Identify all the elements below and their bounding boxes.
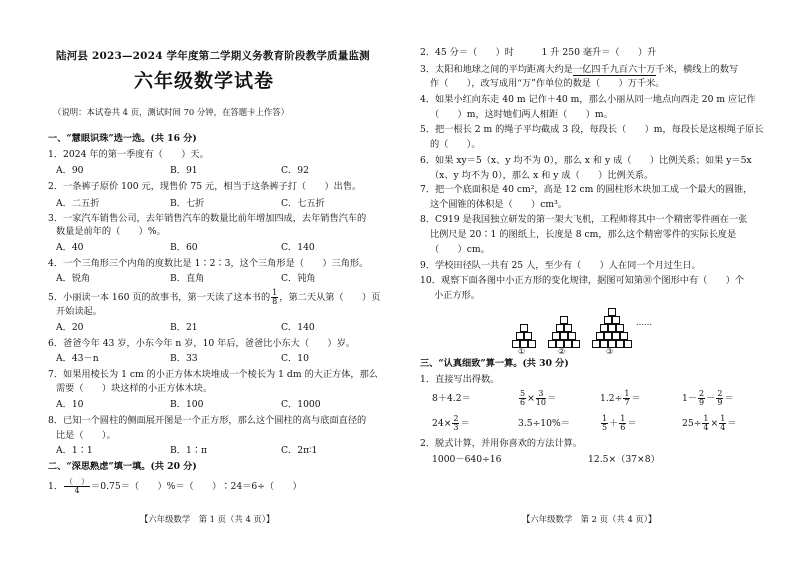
square [568, 332, 576, 340]
s1-q7-option-b: B．100 [170, 399, 204, 410]
section3-title: 三、“认真细致”算一算。(共 30 分) [420, 358, 569, 369]
calc-r2-c2: 3.5÷10%＝ [518, 418, 570, 429]
figure-label-2: ② [558, 347, 566, 356]
s1-q6-option-b: B．33 [170, 353, 198, 364]
calc-r1-c3 [600, 390, 641, 407]
s3-sub1: 1．直接写出得数。 [420, 374, 500, 385]
s1-q8-option-b: B．1∶π [170, 445, 208, 456]
s1-q5-stem [48, 289, 380, 306]
square [616, 324, 624, 332]
s2-q7-line1: 7．把一个底面积是 40 cm²，高是 12 cm 的圆柱形木块加工成一个最大的圆锥， [420, 184, 753, 195]
section2-title: 二、“深思熟虑”填一填。(共 20 分) [48, 461, 197, 472]
s1-q3-stem: 3．一家汽车销售公司，去年销售汽车的数量比前年增加四成，去年销售汽车的 [48, 213, 367, 224]
s2-q4-line1: 4．如果小红向东走 40 m 记作＋40 m，那么小丽从同一地点向西走 20 m 应记作 [420, 94, 756, 105]
square [528, 340, 536, 348]
s3-sub2: 2．脱式计算，并用你喜欢的方法计算。 [420, 438, 583, 449]
s2-q1-frac-den: 4 [74, 486, 80, 495]
calc-expression-1: 1000－640÷16 [432, 454, 502, 465]
s2-q1-prefix: 1． [48, 481, 64, 492]
s1-q5-stem-a: 5．小丽读一本 160 页的故事书，第一天读了这本书的 [48, 292, 271, 303]
s1-q6-stem: 6．爸爸今年 43 岁，小东今年 n 岁，10 年后，爸爸比小东大（ ）岁。 [48, 338, 355, 349]
s2-q5-line1: 5．把一根长 2 m 的绳子平均截成 3 段，每段长（ ）m，每段长是这根绳子原长 [420, 124, 764, 135]
s1-q1-option-a: A．90 [56, 165, 84, 176]
calc-r1-c4 [682, 390, 734, 407]
s1-q5-option-a: A．20 [56, 322, 84, 333]
square [572, 340, 580, 348]
square [624, 340, 632, 348]
s1-q1-stem: 1．2024 年的第一季度有（ ）天。 [48, 149, 209, 160]
frac-num: 1 [602, 414, 608, 423]
square-pattern-figure [512, 310, 652, 358]
footer-page-1: 【六年级数学 第 1 页（共 4 页）】 [140, 514, 275, 524]
eq: ＝ [546, 393, 557, 404]
frac-num: 5 [520, 389, 526, 398]
frac-num: 1 [620, 414, 626, 423]
frac-den: 7 [624, 398, 630, 407]
frac-den: 10 [535, 398, 546, 407]
figure-ellipsis: …… [636, 318, 652, 327]
s2-q8-line1: 8．C919 是我国独立研发的第一架大飞机，工程师将其中一个精密零件画在一张 [420, 214, 748, 225]
s1-q3-option-c: C．140 [281, 242, 315, 253]
s2-q1-rest: ＝0.75＝（ ）%＝（ ）∶24＝6÷（ ） [91, 481, 302, 492]
square [564, 324, 572, 332]
square [604, 332, 612, 340]
square [608, 308, 616, 316]
s1-q5-option-b: B．21 [170, 322, 198, 333]
s2-q3-line2: 作（ ），改写成用“万”作单位的数是（ ）万千米。 [430, 78, 665, 89]
s1-q2-option-c: C．七五折 [281, 198, 325, 209]
frac-den: 9 [717, 398, 723, 407]
s2-q6-line2: （x、y 均不为 0），那么 x 和 y 成（ ）比例关系。 [430, 170, 654, 181]
frac-den: 3 [453, 423, 459, 432]
frac-num: 1 [624, 389, 630, 398]
s1-q4-option-c: C．钝角 [281, 273, 316, 284]
calc-r2-c4 [682, 415, 736, 432]
frac-num: 2 [699, 389, 705, 398]
calc-r1-c1: 8＋4.2＝ [432, 393, 471, 404]
s2-q2: 2．45 分＝（ ）时 1 升 250 毫升＝（ ）升 [420, 47, 657, 58]
square [616, 340, 624, 348]
s1-q2-stem: 2．一条裤子原价 100 元，现售价 75 元，相当于这条裤子打（ ）出售。 [48, 181, 362, 192]
s1-q3-option-a: A．40 [56, 242, 84, 253]
s1-q3-option-b: B．60 [170, 242, 198, 253]
s1-q1-option-b: B．91 [170, 165, 198, 176]
s1-q5-option-c: C．140 [281, 322, 315, 333]
square [612, 316, 620, 324]
calc-expression-2: 12.5×（37×8） [588, 454, 660, 465]
calc-r2-c1 [432, 415, 470, 432]
square [612, 332, 620, 340]
s1-q4-option-b: B．直角 [170, 273, 205, 284]
s1-q5-frac-den: 8 [272, 297, 278, 306]
s2-q8-line2: 比例尺是 20∶1 的图纸上，长度是 8 cm，那么这个精密零件的实际长度是 [430, 229, 737, 240]
s2-q1 [48, 478, 302, 495]
s2-q4-line2: （ ）m，这时她们两人相距（ ）m。 [430, 109, 613, 120]
s2-q10-line2: 小正方形。 [434, 290, 480, 301]
s2-q8-line3: （ ）cm。 [430, 244, 490, 255]
op: ＋ [609, 418, 619, 429]
s1-q4-stem: 4．一个三角形三个内角的度数比是 1∶2∶3，这个三角形是（ ）三角形。 [48, 258, 369, 269]
s1-q8-stem: 8．已知一个圆柱的侧面展开图是一个正方形，那么这个圆柱的高与底面直径的 [48, 415, 367, 426]
frac-num: 3 [536, 390, 546, 399]
s2-q9: 9．学校田径队一共有 25 人，至少有（ ）人在同一个月过生日。 [420, 260, 701, 271]
frac-den: 4 [703, 423, 709, 432]
s1-q6-option-a: A．43－n [56, 353, 99, 364]
paper-title: 六年级数学试卷 [134, 70, 275, 92]
square [520, 324, 528, 332]
s2-q6-line1: 6．如果 xy＝5（x、y 均不为 0），那么 x 和 y 成（ ）比例关系；如果 y＝5x [420, 155, 752, 166]
s2-q1-fraction [64, 478, 90, 495]
eq: ＝ [631, 393, 641, 404]
square [524, 332, 532, 340]
frac-den: 6 [520, 398, 526, 407]
eq: ＝ [724, 393, 734, 404]
figure-label-3: ③ [606, 347, 614, 356]
s1-q5-frac-num: 1 [272, 288, 278, 297]
op: － [706, 393, 716, 404]
s1-q7-option-c: C．1000 [281, 399, 321, 410]
square [548, 340, 556, 348]
op: × [710, 418, 719, 429]
pre: 1.2÷ [600, 393, 623, 404]
frac-num: 1 [720, 414, 726, 423]
square [620, 332, 628, 340]
s1-q7-stem: 7．如果用棱长为 1 cm 的小正方体木块堆成一个棱长为 1 dm 的大正方体，那么 [48, 369, 378, 380]
section1-title: 一、“慧眼识珠”选一选。(共 16 分) [48, 133, 197, 144]
square [516, 332, 524, 340]
s1-q7-option-a: A．10 [56, 399, 84, 410]
square [592, 340, 600, 348]
frac-den: 6 [620, 423, 626, 432]
s1-q8-option-a: A．1∶1 [56, 445, 93, 456]
s1-q6-option-c: C．10 [281, 353, 309, 364]
frac-den: 5 [602, 423, 608, 432]
pre: 25÷ [682, 418, 702, 429]
square [604, 316, 612, 324]
s1-q5-stem-cont: 开始读起。 [56, 306, 102, 317]
pre: 1－ [682, 393, 698, 404]
s1-q5-fraction [271, 289, 278, 306]
eq: ＝ [627, 418, 637, 429]
square [552, 332, 560, 340]
exam-note: （说明：本试卷共 4 页，测试时间 70 分钟，在答题卡上作答） [53, 107, 290, 117]
footer-page-2: 【六年级数学 第 2 页（共 4 页）】 [522, 514, 657, 524]
s2-q3-text-b: 千米，横线上的数写 [655, 64, 739, 75]
frac-num: 1 [703, 414, 709, 423]
frac-num: 2 [717, 389, 723, 398]
s1-q5-stem-b: ，第二天从第（ ）页 [279, 292, 381, 303]
square [596, 332, 604, 340]
square [564, 340, 572, 348]
s2-q3-line1 [420, 64, 738, 76]
s1-q7-stem-cont: 需要（ ）块这样的小正方体木块。 [56, 383, 213, 394]
square [560, 316, 568, 324]
square [608, 324, 616, 332]
square [556, 324, 564, 332]
s2-q1-frac-num: （ ） [65, 477, 90, 486]
calc-r2-c3 [600, 415, 637, 432]
calc-r1-c2 [518, 390, 556, 407]
op: × [527, 393, 535, 404]
frac-den: 4 [720, 423, 726, 432]
s1-q2-option-b: B．七折 [170, 198, 205, 209]
pre: 24× [432, 418, 452, 429]
s2-q3-text-a: 3．太阳和地球之间的平均距离大约是 [420, 64, 573, 75]
s1-q2-option-a: A．二五折 [56, 198, 100, 209]
s2-q7-line2: 这个圆锥的体积是（ ）cm³。 [430, 199, 567, 210]
square [560, 332, 568, 340]
frac-den: 9 [699, 398, 705, 407]
exam-title: 陆河县 2023—2024 学年度第二学期义务教育阶段教学质量监测 [56, 50, 370, 62]
frac-num: 2 [453, 414, 459, 423]
s1-q1-option-c: C．92 [281, 165, 309, 176]
s1-q8-stem-cont: 比是（ ）。 [56, 430, 116, 441]
s2-q3-underlined: 一亿四千九百六十万 [572, 64, 656, 75]
figure-label-1: ① [518, 347, 526, 356]
s1-q8-option-c: C．2π∶1 [281, 445, 318, 456]
eq: ＝ [727, 418, 737, 429]
s1-q3-stem-cont: 数量是前年的（ ）%。 [56, 226, 166, 237]
s1-q4-option-a: A．锐角 [56, 273, 91, 284]
s2-q5-line2: 的（ ）。 [430, 139, 481, 150]
eq: ＝ [460, 418, 470, 429]
square [600, 324, 608, 332]
s2-q10-line1: 10．观察下面各图中小正方形的变化规律，据图可知第⑩个图形中有（ ）个 [420, 275, 745, 286]
